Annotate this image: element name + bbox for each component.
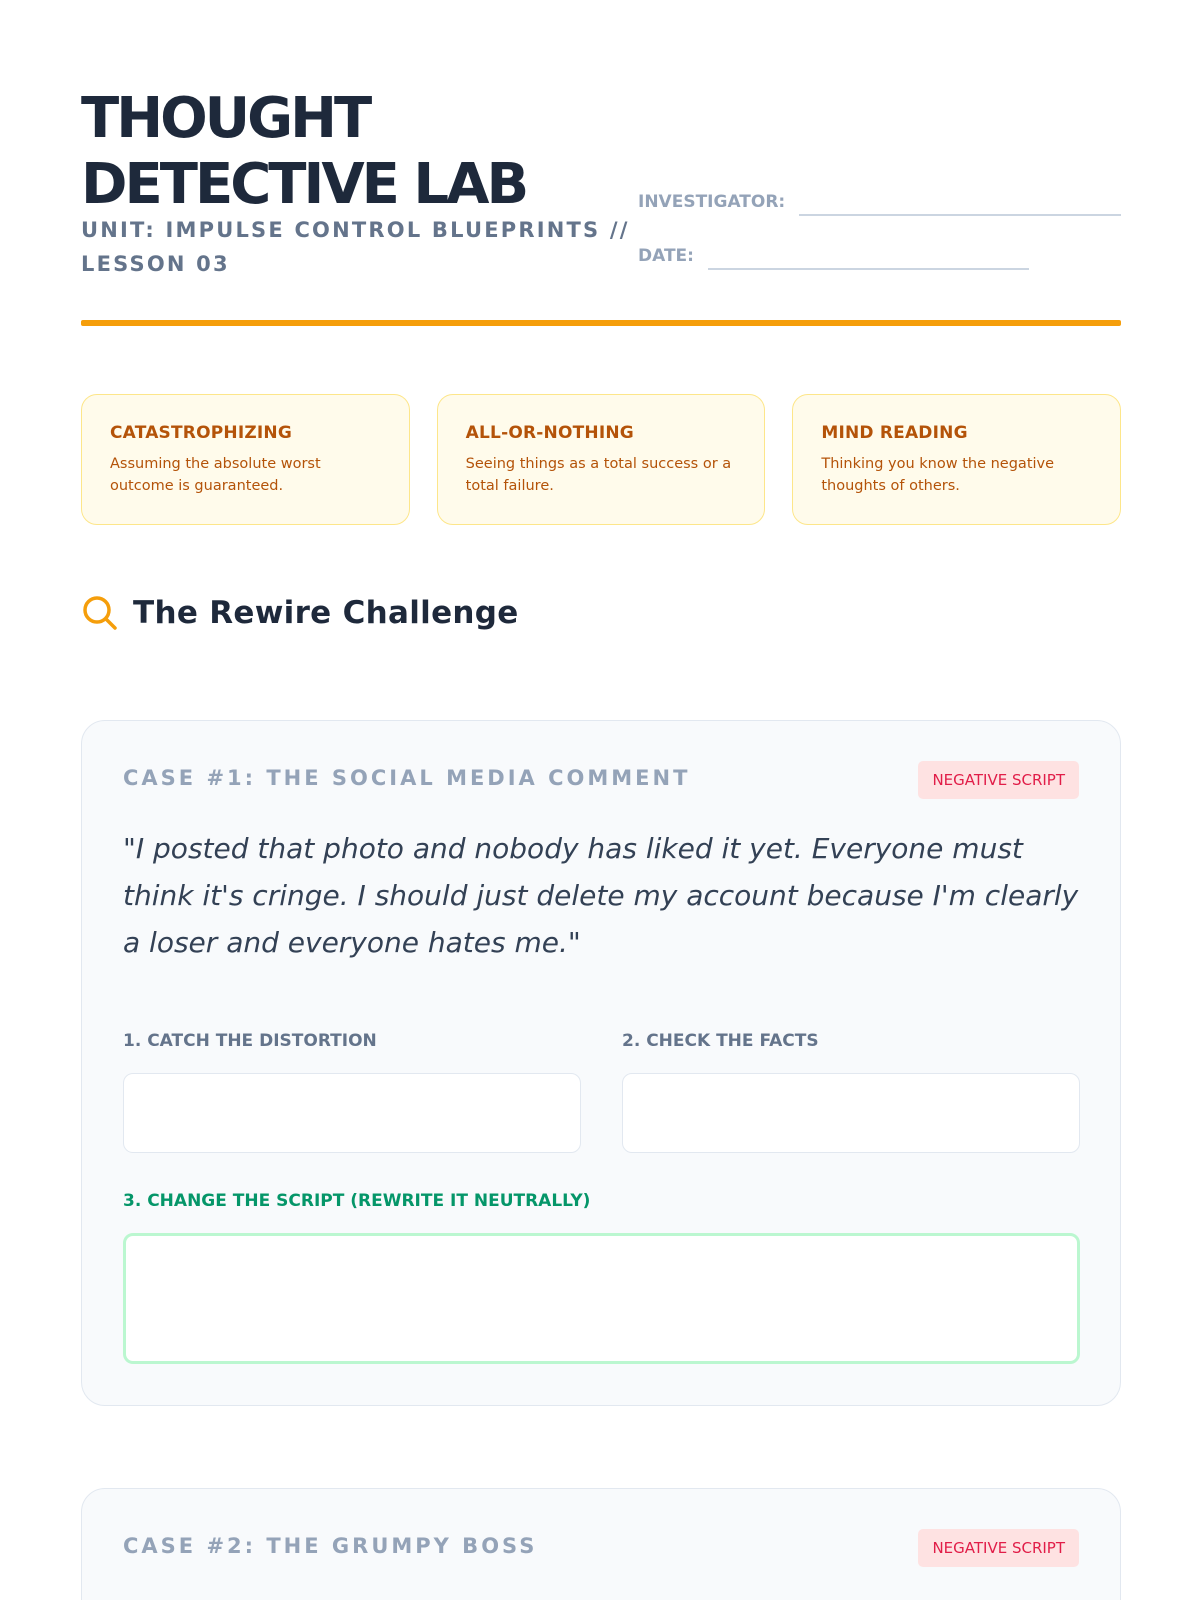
distortion-title: CATASTROPHIZING (110, 423, 292, 443)
distortion-cards (81, 394, 1121, 525)
case-quote: "I posted that photo and nobody has liked it yet. Everyone must think it's cringe. I should just delete my account because I'm clearly a loser and everyone hates me." (123, 832, 1079, 959)
facts-answer-field[interactable] (622, 1073, 1080, 1153)
header-divider (81, 320, 1121, 326)
unit-subtitle: UNIT: IMPULSE CONTROL BLUEPRINTS // LESSON 03 (81, 218, 630, 276)
step-3-label: 3. CHANGE THE SCRIPT (REWRITE IT NEUTRALLY) (123, 1191, 591, 1211)
investigator-input-line[interactable] (799, 190, 1121, 216)
title-line-2: DETECTIVE LAB (81, 152, 527, 217)
distortion-card-mind-reading (792, 394, 1121, 525)
page-title (81, 86, 641, 218)
section-title: The Rewire Challenge (133, 595, 519, 631)
step-1-label: 1. CATCH THE DISTORTION (123, 1031, 377, 1051)
section-heading (81, 594, 519, 632)
distortion-card-all-or-nothing (437, 394, 766, 525)
investigator-field (638, 190, 1121, 216)
date-field (638, 244, 1029, 270)
step-2-label: 2. CHECK THE FACTS (622, 1031, 819, 1051)
distortion-description: Assuming the absolute worst outcome is guaranteed. (110, 456, 321, 494)
date-label: DATE: (638, 246, 694, 266)
status-badge: NEGATIVE SCRIPT (918, 1529, 1079, 1567)
distortion-title: MIND READING (821, 423, 968, 443)
distortion-description: Seeing things as a total success or a total failure. (465, 456, 732, 494)
rewrite-answer-field[interactable] (123, 1233, 1080, 1364)
distortion-description: Thinking you know the negative thoughts of others. (821, 456, 1055, 494)
distortion-answer-field[interactable] (123, 1073, 581, 1153)
case-card-1 (81, 720, 1121, 1406)
case-title: CASE #2: THE GRUMPY BOSS (123, 1534, 538, 1558)
investigator-label: INVESTIGATOR: (638, 192, 786, 212)
case-title: CASE #1: THE SOCIAL MEDIA COMMENT (123, 766, 691, 790)
distortion-card-catastrophizing (81, 394, 410, 525)
status-badge: NEGATIVE SCRIPT (918, 761, 1079, 799)
date-input-line[interactable] (708, 244, 1029, 270)
case-card-2 (81, 1488, 1121, 1600)
title-line-1: THOUGHT (81, 86, 370, 151)
distortion-title: ALL-OR-NOTHING (465, 423, 634, 443)
search-icon (81, 594, 119, 632)
